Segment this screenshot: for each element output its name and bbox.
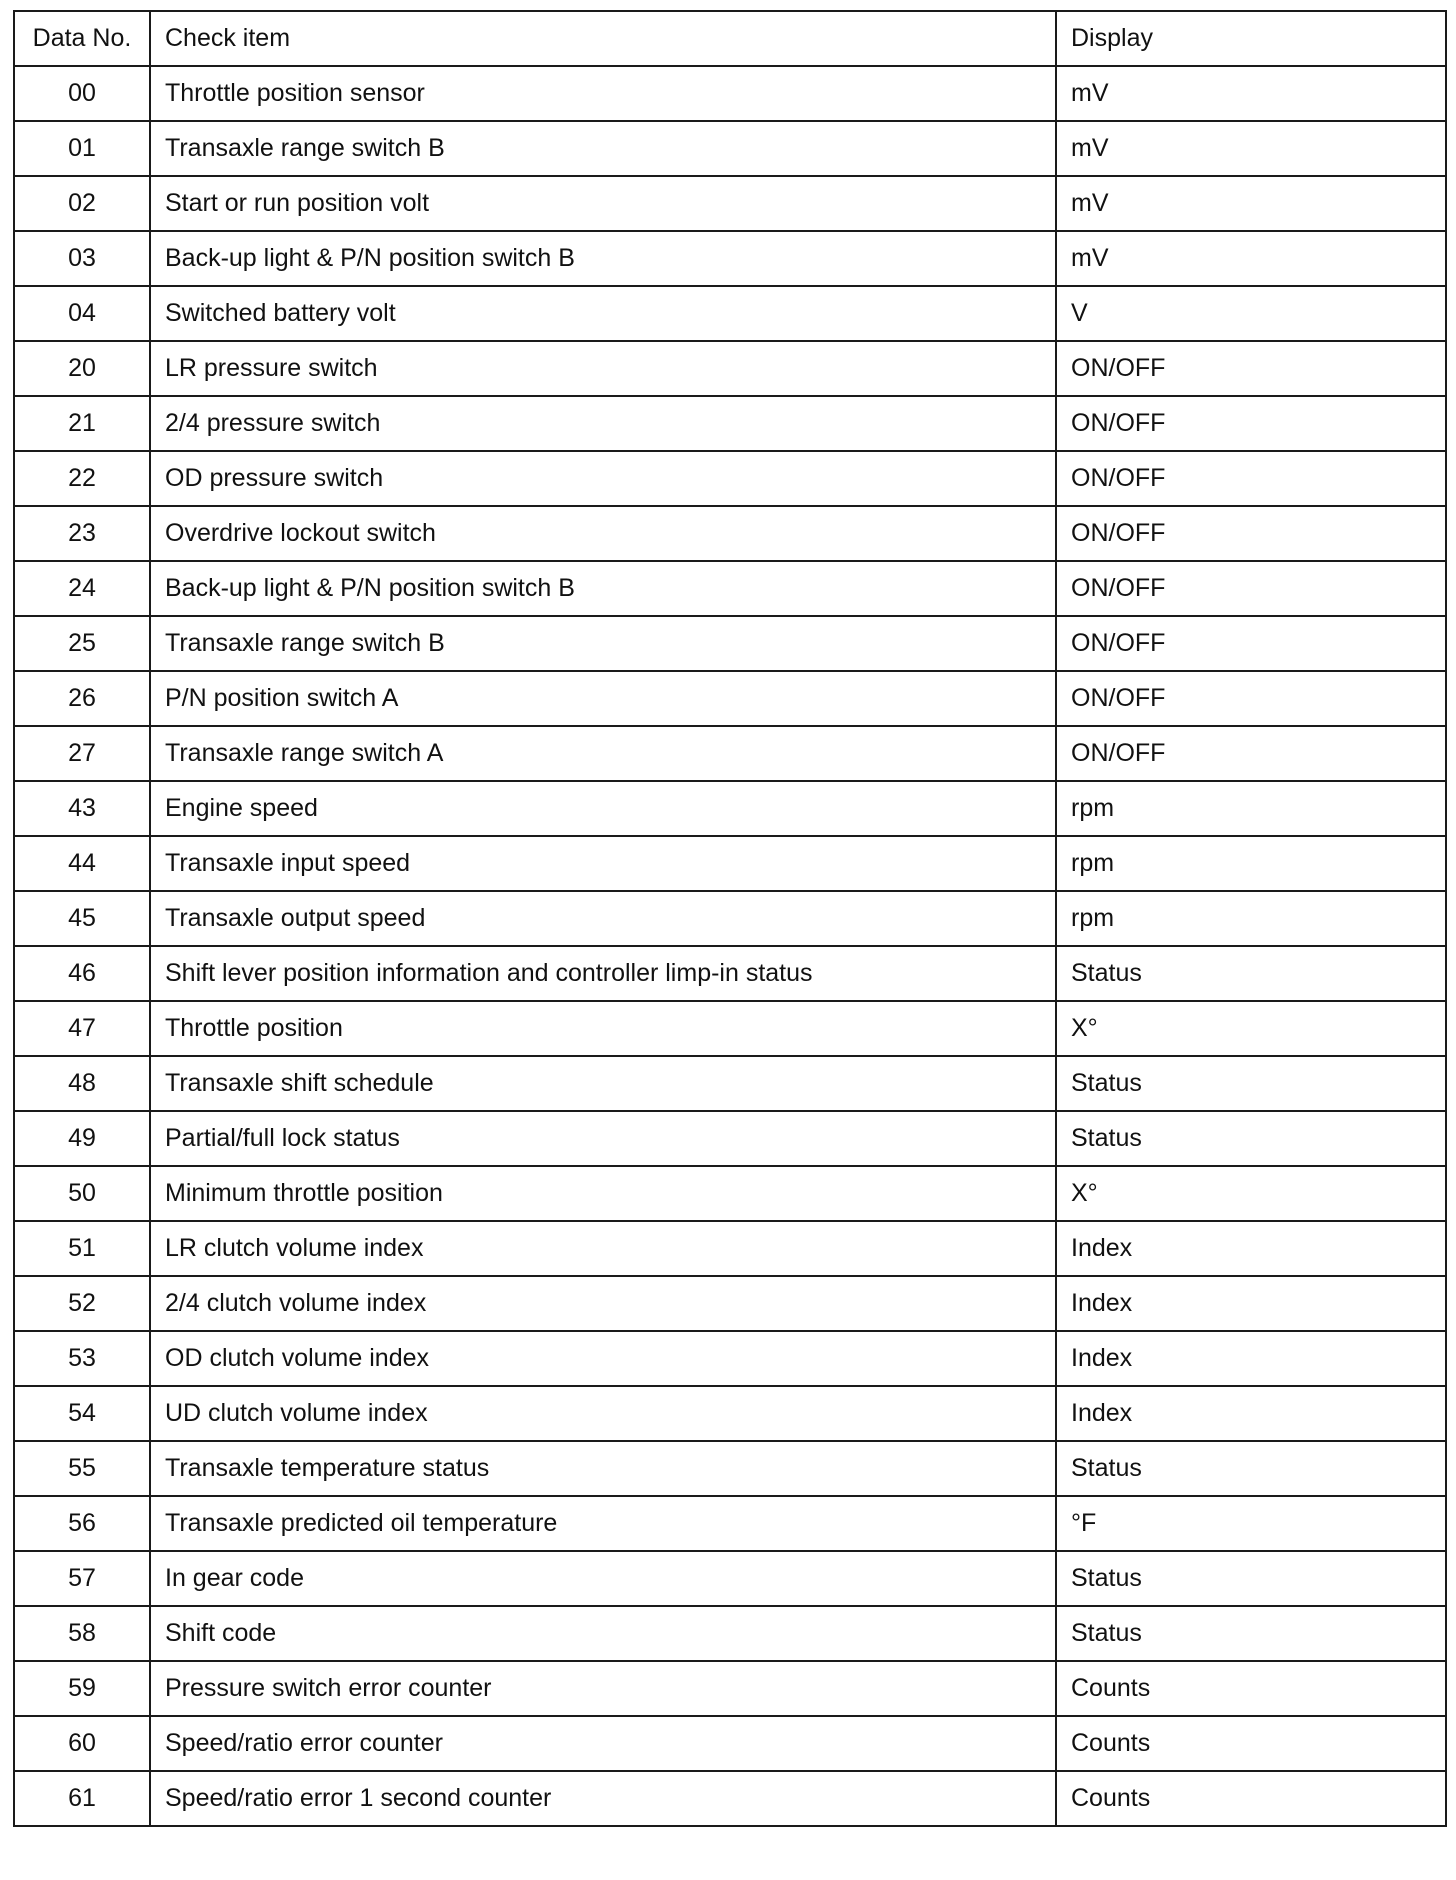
display-cell: Counts	[1056, 1716, 1446, 1771]
check-item-cell: Speed/ratio error 1 second counter	[150, 1771, 1056, 1826]
table-row	[14, 1771, 1446, 1826]
table-row	[14, 451, 1446, 506]
header-data-no: Data No.	[14, 11, 150, 66]
data-no-cell: 45	[14, 891, 150, 946]
table-row	[14, 1441, 1446, 1496]
table-row	[14, 341, 1446, 396]
data-no-cell: 47	[14, 1001, 150, 1056]
table-row	[14, 1221, 1446, 1276]
data-no-cell: 21	[14, 396, 150, 451]
data-no-cell: 55	[14, 1441, 150, 1496]
header-display: Display	[1056, 11, 1446, 66]
data-no-cell: 51	[14, 1221, 150, 1276]
data-no-cell: 23	[14, 506, 150, 561]
display-cell: mV	[1056, 176, 1446, 231]
data-no-cell: 01	[14, 121, 150, 176]
data-no-cell: 25	[14, 616, 150, 671]
check-item-cell: Minimum throttle position	[150, 1166, 1056, 1221]
check-item-cell: Shift lever position information and controller limp-in status	[150, 946, 1056, 1001]
data-no-cell: 02	[14, 176, 150, 231]
table-row	[14, 891, 1446, 946]
display-cell: rpm	[1056, 891, 1446, 946]
check-item-cell: Shift code	[150, 1606, 1056, 1661]
table-row	[14, 1276, 1446, 1331]
display-cell: Status	[1056, 1111, 1446, 1166]
data-no-cell: 04	[14, 286, 150, 341]
table-row	[14, 1496, 1446, 1551]
data-no-cell: 58	[14, 1606, 150, 1661]
header-check-item: Check item	[150, 11, 1056, 66]
display-cell: Index	[1056, 1221, 1446, 1276]
table-row	[14, 1111, 1446, 1166]
display-cell: Status	[1056, 1441, 1446, 1496]
display-cell: Status	[1056, 1551, 1446, 1606]
display-cell: ON/OFF	[1056, 396, 1446, 451]
data-no-cell: 52	[14, 1276, 150, 1331]
table-row	[14, 286, 1446, 341]
check-item-cell: LR pressure switch	[150, 341, 1056, 396]
check-item-cell: OD clutch volume index	[150, 1331, 1056, 1386]
table-row	[14, 561, 1446, 616]
display-cell: Index	[1056, 1331, 1446, 1386]
check-item-cell: Transaxle temperature status	[150, 1441, 1056, 1496]
check-item-cell: Overdrive lockout switch	[150, 506, 1056, 561]
display-cell: X°	[1056, 1001, 1446, 1056]
display-cell: ON/OFF	[1056, 616, 1446, 671]
display-cell: ON/OFF	[1056, 671, 1446, 726]
data-no-cell: 27	[14, 726, 150, 781]
display-cell: ON/OFF	[1056, 726, 1446, 781]
table-body	[14, 66, 1446, 1826]
table-row	[14, 66, 1446, 121]
check-item-cell: Start or run position volt	[150, 176, 1056, 231]
display-cell: Status	[1056, 1056, 1446, 1111]
check-item-cell: Switched battery volt	[150, 286, 1056, 341]
data-no-cell: 49	[14, 1111, 150, 1166]
data-no-cell: 48	[14, 1056, 150, 1111]
check-item-cell: P/N position switch A	[150, 671, 1056, 726]
check-item-cell: LR clutch volume index	[150, 1221, 1056, 1276]
display-cell: Index	[1056, 1386, 1446, 1441]
display-cell: mV	[1056, 231, 1446, 286]
data-no-cell: 43	[14, 781, 150, 836]
display-cell: Status	[1056, 1606, 1446, 1661]
table-row	[14, 946, 1446, 1001]
data-no-cell: 46	[14, 946, 150, 1001]
table-row	[14, 1001, 1446, 1056]
check-item-cell: OD pressure switch	[150, 451, 1056, 506]
data-list-sheet	[13, 10, 1445, 1827]
data-no-cell: 22	[14, 451, 150, 506]
display-cell: ON/OFF	[1056, 506, 1446, 561]
check-item-cell: Transaxle range switch B	[150, 616, 1056, 671]
data-no-cell: 56	[14, 1496, 150, 1551]
data-no-cell: 50	[14, 1166, 150, 1221]
header-row	[14, 11, 1446, 66]
data-no-cell: 03	[14, 231, 150, 286]
display-cell: Counts	[1056, 1771, 1446, 1826]
check-item-cell: UD clutch volume index	[150, 1386, 1056, 1441]
display-cell: ON/OFF	[1056, 451, 1446, 506]
table-row	[14, 1661, 1446, 1716]
table-row	[14, 1551, 1446, 1606]
data-list-table	[13, 10, 1447, 1827]
check-item-cell: Partial/full lock status	[150, 1111, 1056, 1166]
data-no-cell: 26	[14, 671, 150, 726]
check-item-cell: Speed/ratio error counter	[150, 1716, 1056, 1771]
data-no-cell: 53	[14, 1331, 150, 1386]
data-no-cell: 59	[14, 1661, 150, 1716]
table-row	[14, 121, 1446, 176]
check-item-cell: Transaxle range switch B	[150, 121, 1056, 176]
table-row	[14, 1331, 1446, 1386]
table-row	[14, 671, 1446, 726]
check-item-cell: 2/4 clutch volume index	[150, 1276, 1056, 1331]
table-row	[14, 1386, 1446, 1441]
display-cell: ON/OFF	[1056, 561, 1446, 616]
display-cell: Counts	[1056, 1661, 1446, 1716]
data-no-cell: 57	[14, 1551, 150, 1606]
check-item-cell: Transaxle output speed	[150, 891, 1056, 946]
display-cell: V	[1056, 286, 1446, 341]
table-row	[14, 396, 1446, 451]
check-item-cell: Transaxle input speed	[150, 836, 1056, 891]
check-item-cell: Transaxle range switch A	[150, 726, 1056, 781]
check-item-cell: 2/4 pressure switch	[150, 396, 1056, 451]
table-row	[14, 176, 1446, 231]
data-no-cell: 00	[14, 66, 150, 121]
table-header	[14, 11, 1446, 66]
data-no-cell: 61	[14, 1771, 150, 1826]
table-row	[14, 1056, 1446, 1111]
table-row	[14, 506, 1446, 561]
data-no-cell: 24	[14, 561, 150, 616]
table-row	[14, 1716, 1446, 1771]
check-item-cell: Pressure switch error counter	[150, 1661, 1056, 1716]
data-no-cell: 20	[14, 341, 150, 396]
check-item-cell: Engine speed	[150, 781, 1056, 836]
table-row	[14, 231, 1446, 286]
check-item-cell: In gear code	[150, 1551, 1056, 1606]
check-item-cell: Throttle position sensor	[150, 66, 1056, 121]
display-cell: Status	[1056, 946, 1446, 1001]
data-no-cell: 44	[14, 836, 150, 891]
display-cell: mV	[1056, 66, 1446, 121]
display-cell: mV	[1056, 121, 1446, 176]
check-item-cell: Back-up light & P/N position switch B	[150, 231, 1056, 286]
table-row	[14, 726, 1446, 781]
check-item-cell: Throttle position	[150, 1001, 1056, 1056]
check-item-cell: Transaxle shift schedule	[150, 1056, 1056, 1111]
display-cell: rpm	[1056, 781, 1446, 836]
check-item-cell: Transaxle predicted oil temperature	[150, 1496, 1056, 1551]
table-row	[14, 616, 1446, 671]
data-no-cell: 60	[14, 1716, 150, 1771]
display-cell: X°	[1056, 1166, 1446, 1221]
table-row	[14, 836, 1446, 891]
data-no-cell: 54	[14, 1386, 150, 1441]
check-item-cell: Back-up light & P/N position switch B	[150, 561, 1056, 616]
table-row	[14, 781, 1446, 836]
table-row	[14, 1606, 1446, 1661]
display-cell: °F	[1056, 1496, 1446, 1551]
display-cell: Index	[1056, 1276, 1446, 1331]
display-cell: ON/OFF	[1056, 341, 1446, 396]
display-cell: rpm	[1056, 836, 1446, 891]
table-row	[14, 1166, 1446, 1221]
